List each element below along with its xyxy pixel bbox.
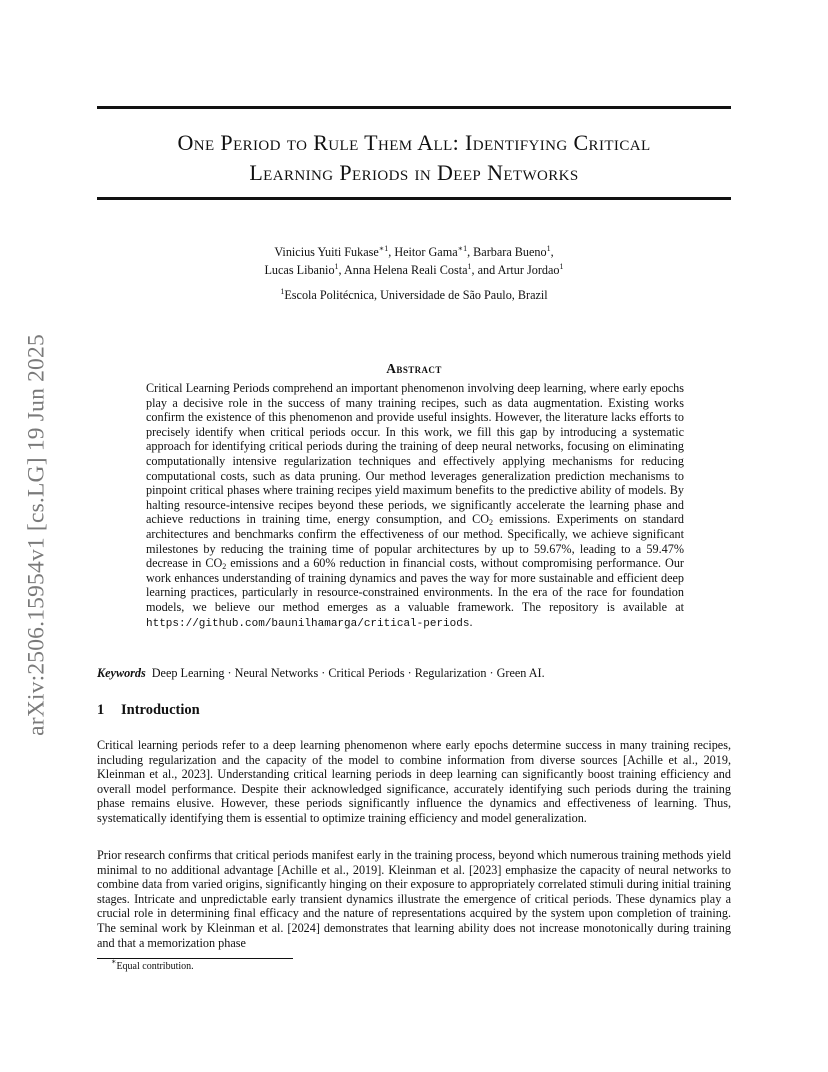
abstract-text: Critical Learning Periods comprehend an important phenomenon involving deep learning, where early epochs play a decisive role in the success of many training recipes, such as data augmentation. Existing works confirm the existence of this phenomenon and provide useful insights. However, the literature lacks efforts to precisely identify when critical periods occur. In this work, we fill this gap by introducing a systematic approach for identifying critical periods during the training of deep neural networks, focusing on eliminating computationally intensive regularization techniques and effectively applying mechanisms for reducing computational costs, such as data pruning. Our method leverages generalization prediction mechanisms to pinpoint critical phases where training recipes yield maximum benefits to the predictive ability of models. By halting resource-intensive recipes beyond these periods, we significantly accelerate the learning phase and achieve reductions in training time, energy consumption, and CO	[146, 381, 684, 527]
section-title: Introduction	[121, 702, 200, 718]
author-mark: 1	[546, 244, 551, 253]
section-number: 1	[97, 702, 105, 718]
keywords	[97, 666, 731, 681]
author-mark: 1	[467, 262, 472, 271]
subscript: 2	[222, 562, 227, 572]
author-name: Lucas Libanio	[264, 263, 335, 277]
author-list	[97, 243, 731, 279]
abstract-body	[146, 381, 684, 631]
title-line-1: One Period to Rule Them All: Identifying Critical	[177, 130, 651, 155]
arxiv-identifier: arXiv:2506.15954v1 [cs.LG] 19 Jun 2025	[23, 334, 50, 736]
abstract-text: .	[469, 614, 473, 629]
title-top-rule	[97, 106, 731, 109]
arxiv-sidebar	[22, 300, 52, 770]
title-line-2: Learning Periods in Deep Networks	[249, 160, 579, 185]
author-line-2	[97, 261, 731, 279]
affiliation-text: Escola Politécnica, Universidade de São Paulo, Brazil	[284, 288, 548, 302]
author-mark: 1	[559, 262, 564, 271]
abstract-text: emissions and a 60% reduction in financial costs, without compromising performance. Our work enhances understanding of training dynamics and paves the way for more sustainable and efficient deep learning practices, particularly in resource-constrained environments. In the era of the race for foundation models, we believe our method emerges as a valuable framework. The repository is available at	[146, 556, 684, 614]
author-mark: ∗1	[378, 244, 389, 253]
title-bottom-rule	[97, 197, 731, 200]
repository-link[interactable]: https://github.com/baunilhamarga/critical-periods	[146, 617, 470, 630]
section-heading	[97, 702, 200, 719]
author-name: , Heitor Gama	[388, 245, 458, 259]
footnote-text: Equal contribution.	[116, 961, 194, 972]
author-separator: ,	[550, 245, 554, 259]
subscript: 2	[489, 518, 494, 528]
paper-title	[97, 128, 731, 188]
abstract-text: emissions. Experiments on standard architectures and benchmarks confirm the effectiveness of our method. Specifically, we achieve significant milestones by reducing the training time of popular architectures by up to 59.67%, leading to a 59.47% decrease in CO	[146, 512, 684, 571]
intro-paragraph-1: Critical learning periods refer to a deep learning phenomenon where early epochs determine success in many training recipes, including regularization and the capacity of the model to combine information from diverse sources [Achille et al., 2019, Kleinman et al., 2023]. Understanding critical learning periods in deep learning can significantly boost training efficiency and overall model performance. Despite their acknowledged significance, accurately identifying such periods during the training phase remains elusive. However, these periods significantly influence the dynamics and effectiveness of learning. Thus, systematically identifying them is essential to optimize training efficiency and model generalization.	[97, 738, 731, 825]
author-name: , Barbara Bueno	[467, 245, 547, 259]
author-name: , Anna Helena Reali Costa	[338, 263, 468, 277]
footnote	[111, 957, 194, 972]
footnote-rule	[97, 958, 293, 959]
intro-paragraph-2: Prior research confirms that critical periods manifest early in the training process, beyond which numerous training methods yield minimal to no additional advantage [Achille et al., 2019]. Kleinman et al. [2023] emphasize the capacity of neural networks to combine data from varied origins, significantly hinging on their exposure to appropriately correlated stimuli during initial training stages. Intricate and unpredictable early transient dynamics illustrate the emergence of critical periods. These dynamics play a crucial role in determining final efficacy and the nature of representations acquired by the system upon completion of training. The seminal work by Kleinman et al. [2024] demonstrates that learning ability does not increase monotonically during training and that a memorization phase	[97, 848, 731, 950]
affiliation	[97, 288, 731, 303]
author-name: , and Artur Jordao	[471, 263, 560, 277]
keywords-label: Keywords	[97, 666, 146, 680]
abstract-heading: Abstract	[386, 361, 442, 376]
footnote-mark: ∗	[111, 957, 117, 966]
author-mark: 1	[334, 262, 339, 271]
keywords-text: Deep Learning · Neural Networks · Critical Periods · Regularization · Green AI.	[151, 666, 545, 680]
author-mark: ∗1	[457, 244, 468, 253]
author-line-1	[97, 243, 731, 261]
affiliation-mark: 1	[280, 287, 285, 296]
author-name: Vinicius Yuiti Fukase	[274, 245, 379, 259]
